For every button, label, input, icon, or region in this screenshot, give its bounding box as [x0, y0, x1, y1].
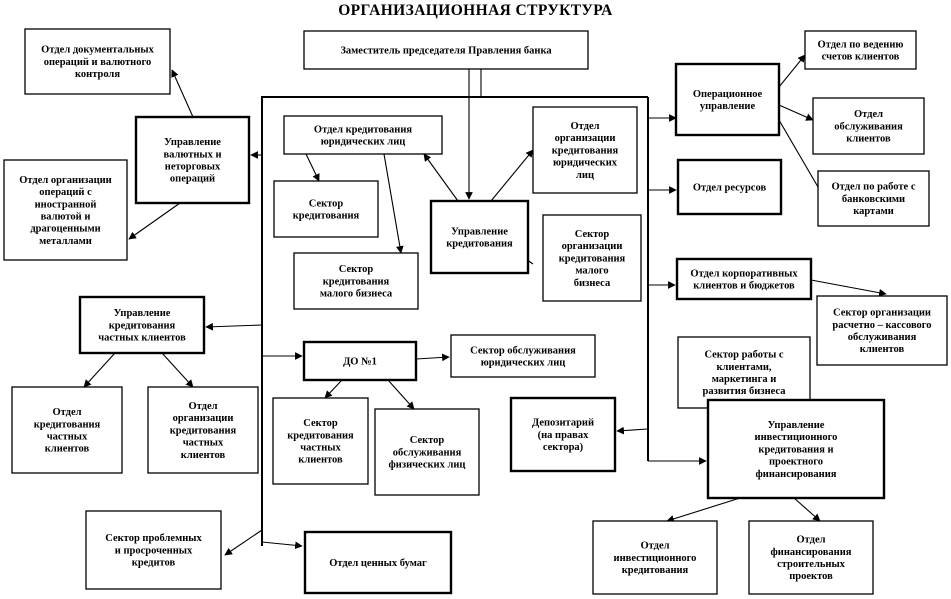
unit-resources	[678, 160, 781, 214]
unit-label-line: клиентов	[180, 449, 226, 461]
unit-label-line: организации	[554, 133, 616, 145]
unit-corp-clients	[677, 259, 811, 299]
link-retail-to-retail-lending	[84, 353, 115, 387]
link-do1-to-corp-service	[416, 357, 449, 359]
unit-label-line: управление	[699, 101, 756, 113]
link-retail-to-retail-org	[162, 353, 193, 387]
unit-label-line: инвестиционного	[754, 432, 838, 444]
unit-label-line: операций с	[39, 187, 92, 199]
unit-label-line: частных клиентов	[98, 332, 186, 344]
unit-label-line: физических лиц	[388, 459, 466, 471]
unit-label-line: металлами	[39, 235, 92, 247]
unit-label-line: клиентов и бюджетов	[693, 280, 795, 292]
unit-label-line: Сектор	[574, 229, 610, 241]
unit-label-line: картами	[853, 206, 894, 218]
unit-label-line: Сектор	[308, 198, 344, 210]
unit-label-line: счетов клиентов	[821, 51, 900, 63]
unit-label-line: организации	[172, 413, 234, 425]
unit-label-line: кредитования и	[758, 444, 834, 456]
unit-label-line: маркетинга и	[711, 374, 777, 386]
link-fx-to-fx-metals	[129, 203, 180, 239]
unit-small-biz-lending	[294, 253, 418, 309]
unit-label-line: Управление	[767, 420, 825, 432]
unit-label-line: кредитования	[292, 210, 360, 222]
unit-label-line: банковскими	[841, 193, 906, 205]
unit-cards	[818, 171, 929, 226]
unit-label-line: кредитования	[446, 238, 513, 250]
unit-label-line: бизнеса	[573, 277, 611, 289]
unit-label-line: Отдел ресурсов	[692, 182, 767, 194]
unit-label-line: обслуживания	[834, 121, 903, 133]
unit-label-line: кредитования	[551, 145, 619, 157]
link-invest-to-construction	[794, 498, 820, 521]
link-trunk-to-securities	[262, 542, 302, 546]
unit-label-line: клиентов	[298, 454, 343, 466]
unit-label-line: кредитования	[558, 253, 626, 265]
unit-label-line: развития бизнеса	[702, 386, 786, 398]
link-invest-to-invest-lending	[667, 498, 740, 521]
unit-label-line: юридических лиц	[320, 136, 406, 148]
unit-corp-org	[533, 107, 637, 193]
unit-label-line: кредитов	[131, 557, 176, 569]
unit-label-line: частных	[182, 437, 224, 449]
unit-label-line: инвестиционного	[613, 552, 697, 564]
unit-label-line: драгоценными	[30, 223, 101, 235]
unit-label-line: иностранной	[34, 199, 97, 211]
unit-label-line: кредитования	[287, 430, 354, 442]
unit-fx-metals	[4, 160, 127, 260]
unit-label-line: неторговых	[164, 161, 221, 173]
unit-label-line: клиентов	[44, 443, 90, 455]
unit-label-line: контроля	[74, 69, 121, 81]
unit-label-line: клиентов	[846, 133, 891, 145]
unit-label-line: кредитования	[33, 419, 101, 431]
unit-label-line: Отдел кредитования	[313, 124, 413, 136]
unit-label-line: финансирования	[755, 468, 837, 480]
unit-do1	[304, 342, 416, 380]
unit-credit-mgmt	[431, 201, 528, 273]
link-ops-to-accounts	[779, 55, 805, 87]
link-ops-to-client-service	[779, 105, 813, 120]
page-title: ОРГАНИЗАЦИОННАЯ СТРУКТУРА	[338, 2, 613, 19]
unit-label-line: ДО №1	[343, 356, 377, 368]
unit-label-line: Отдел	[52, 407, 82, 419]
unit-corp-service	[451, 335, 595, 377]
unit-label-line: малого	[575, 265, 609, 277]
unit-corp-lending	[284, 116, 442, 154]
unit-label-line: Отдел организации	[19, 174, 112, 186]
unit-deputy	[304, 31, 588, 69]
unit-label-line: Отдел по ведению	[817, 39, 904, 51]
unit-label-line: валютой и	[40, 211, 91, 223]
unit-label-line: кредитования	[108, 320, 176, 332]
unit-marketing	[678, 337, 810, 408]
unit-label-line: юридических лиц	[480, 357, 566, 369]
unit-cash-service	[817, 296, 947, 365]
unit-label-line: Управление	[451, 226, 508, 238]
unit-label-line: Сектор	[303, 418, 338, 430]
unit-label-line: кредитования	[169, 425, 237, 437]
unit-depositary	[511, 398, 615, 471]
link-credit-to-corp-org	[491, 150, 533, 201]
link-trunk-to-retail	[206, 325, 262, 327]
unit-label-line: Сектор организации	[833, 307, 931, 319]
unit-label-line: строительных	[777, 559, 845, 571]
link-trunk-to-depositary	[617, 429, 648, 431]
unit-doc-ops	[25, 29, 170, 94]
unit-label-line: валютных и	[163, 149, 222, 161]
unit-label-line: клиентами,	[716, 361, 772, 373]
unit-client-service	[813, 98, 924, 154]
unit-label-line: Отдел документальных	[41, 44, 154, 56]
unit-label-line: обслуживания	[847, 332, 917, 344]
link-corp-to-lending-sector	[306, 154, 319, 181]
unit-label-line: лиц	[576, 169, 594, 181]
unit-label-line: частных	[46, 431, 88, 443]
unit-label-line: Отдел	[570, 121, 600, 133]
unit-label-line: Заместитель председателя Правления банка	[340, 45, 552, 57]
unit-invest-lending	[593, 521, 717, 594]
unit-label-line: кредитования	[322, 276, 390, 288]
unit-label-line: сектора)	[542, 442, 584, 454]
link-corp-clients-to-cash	[811, 280, 886, 294]
unit-label-line: Сектор проблемных	[105, 533, 202, 545]
unit-label-line: проектов	[789, 571, 833, 583]
unit-ops-mgmt	[676, 64, 779, 135]
unit-label-line: и просроченных	[114, 545, 193, 557]
unit-label-line: Сектор	[338, 264, 374, 276]
unit-label-line: финансирования	[770, 546, 852, 558]
link-corp-to-small-biz	[384, 154, 401, 253]
unit-small-biz-org	[543, 215, 641, 301]
unit-label-line: Отдел по работе с	[831, 181, 916, 193]
unit-label-line: Отдел	[796, 534, 826, 546]
unit-fx-mgmt	[136, 117, 249, 203]
unit-label-line: Отдел	[853, 109, 884, 121]
unit-label-line: Отдел корпоративных	[690, 268, 798, 280]
unit-label-line: клиентов	[859, 344, 905, 356]
unit-label-line: малого бизнеса	[319, 288, 393, 300]
unit-label-line: обслуживания	[392, 447, 462, 459]
unit-label-line: (на правах	[537, 429, 589, 441]
link-do1-to-do-retail-service	[388, 380, 414, 409]
unit-label-line: организации	[561, 241, 623, 253]
unit-retail-lending	[12, 387, 122, 473]
unit-label-line: Сектор	[409, 435, 445, 447]
unit-label-line: проектного	[768, 456, 824, 468]
link-do1-to-do-retail-lending	[325, 380, 342, 398]
link-credit-to-corp-lending	[424, 154, 458, 201]
unit-label-line: Депозитарий	[531, 417, 595, 429]
unit-label-line: Управление	[164, 137, 221, 149]
unit-do-retail-service	[375, 409, 479, 495]
unit-label-line: операций	[169, 173, 216, 185]
unit-boxes	[4, 29, 947, 594]
unit-label-line: частных	[300, 442, 341, 454]
unit-do-retail-lending	[273, 398, 368, 484]
unit-label-line: Управление	[113, 308, 171, 320]
unit-accounts	[805, 31, 916, 69]
unit-label-line: кредитования	[621, 565, 689, 577]
unit-problem-sector	[86, 511, 221, 589]
unit-label-line: Отдел ценных бумаг	[329, 557, 427, 569]
unit-label-line: Сектор обслуживания	[470, 345, 576, 357]
unit-invest-mgmt	[708, 400, 884, 498]
link-trunk-to-problem	[225, 530, 262, 555]
unit-lending-sector	[274, 181, 378, 237]
unit-label-line: юридических	[553, 157, 617, 169]
unit-label-line: Отдел	[640, 540, 670, 552]
unit-construction	[749, 521, 873, 594]
unit-label-line: операций и валютного	[43, 56, 152, 68]
unit-label-line: расчетно – кассового	[832, 319, 932, 331]
unit-label-line: Сектор работы с	[704, 349, 784, 361]
unit-retail-mgmt	[80, 297, 204, 353]
unit-retail-org	[148, 387, 258, 473]
unit-securities	[305, 532, 451, 593]
unit-label-line: Отдел	[188, 401, 218, 413]
unit-label-line: Операционное	[692, 88, 763, 100]
link-fx-to-doc-ops	[172, 70, 193, 117]
